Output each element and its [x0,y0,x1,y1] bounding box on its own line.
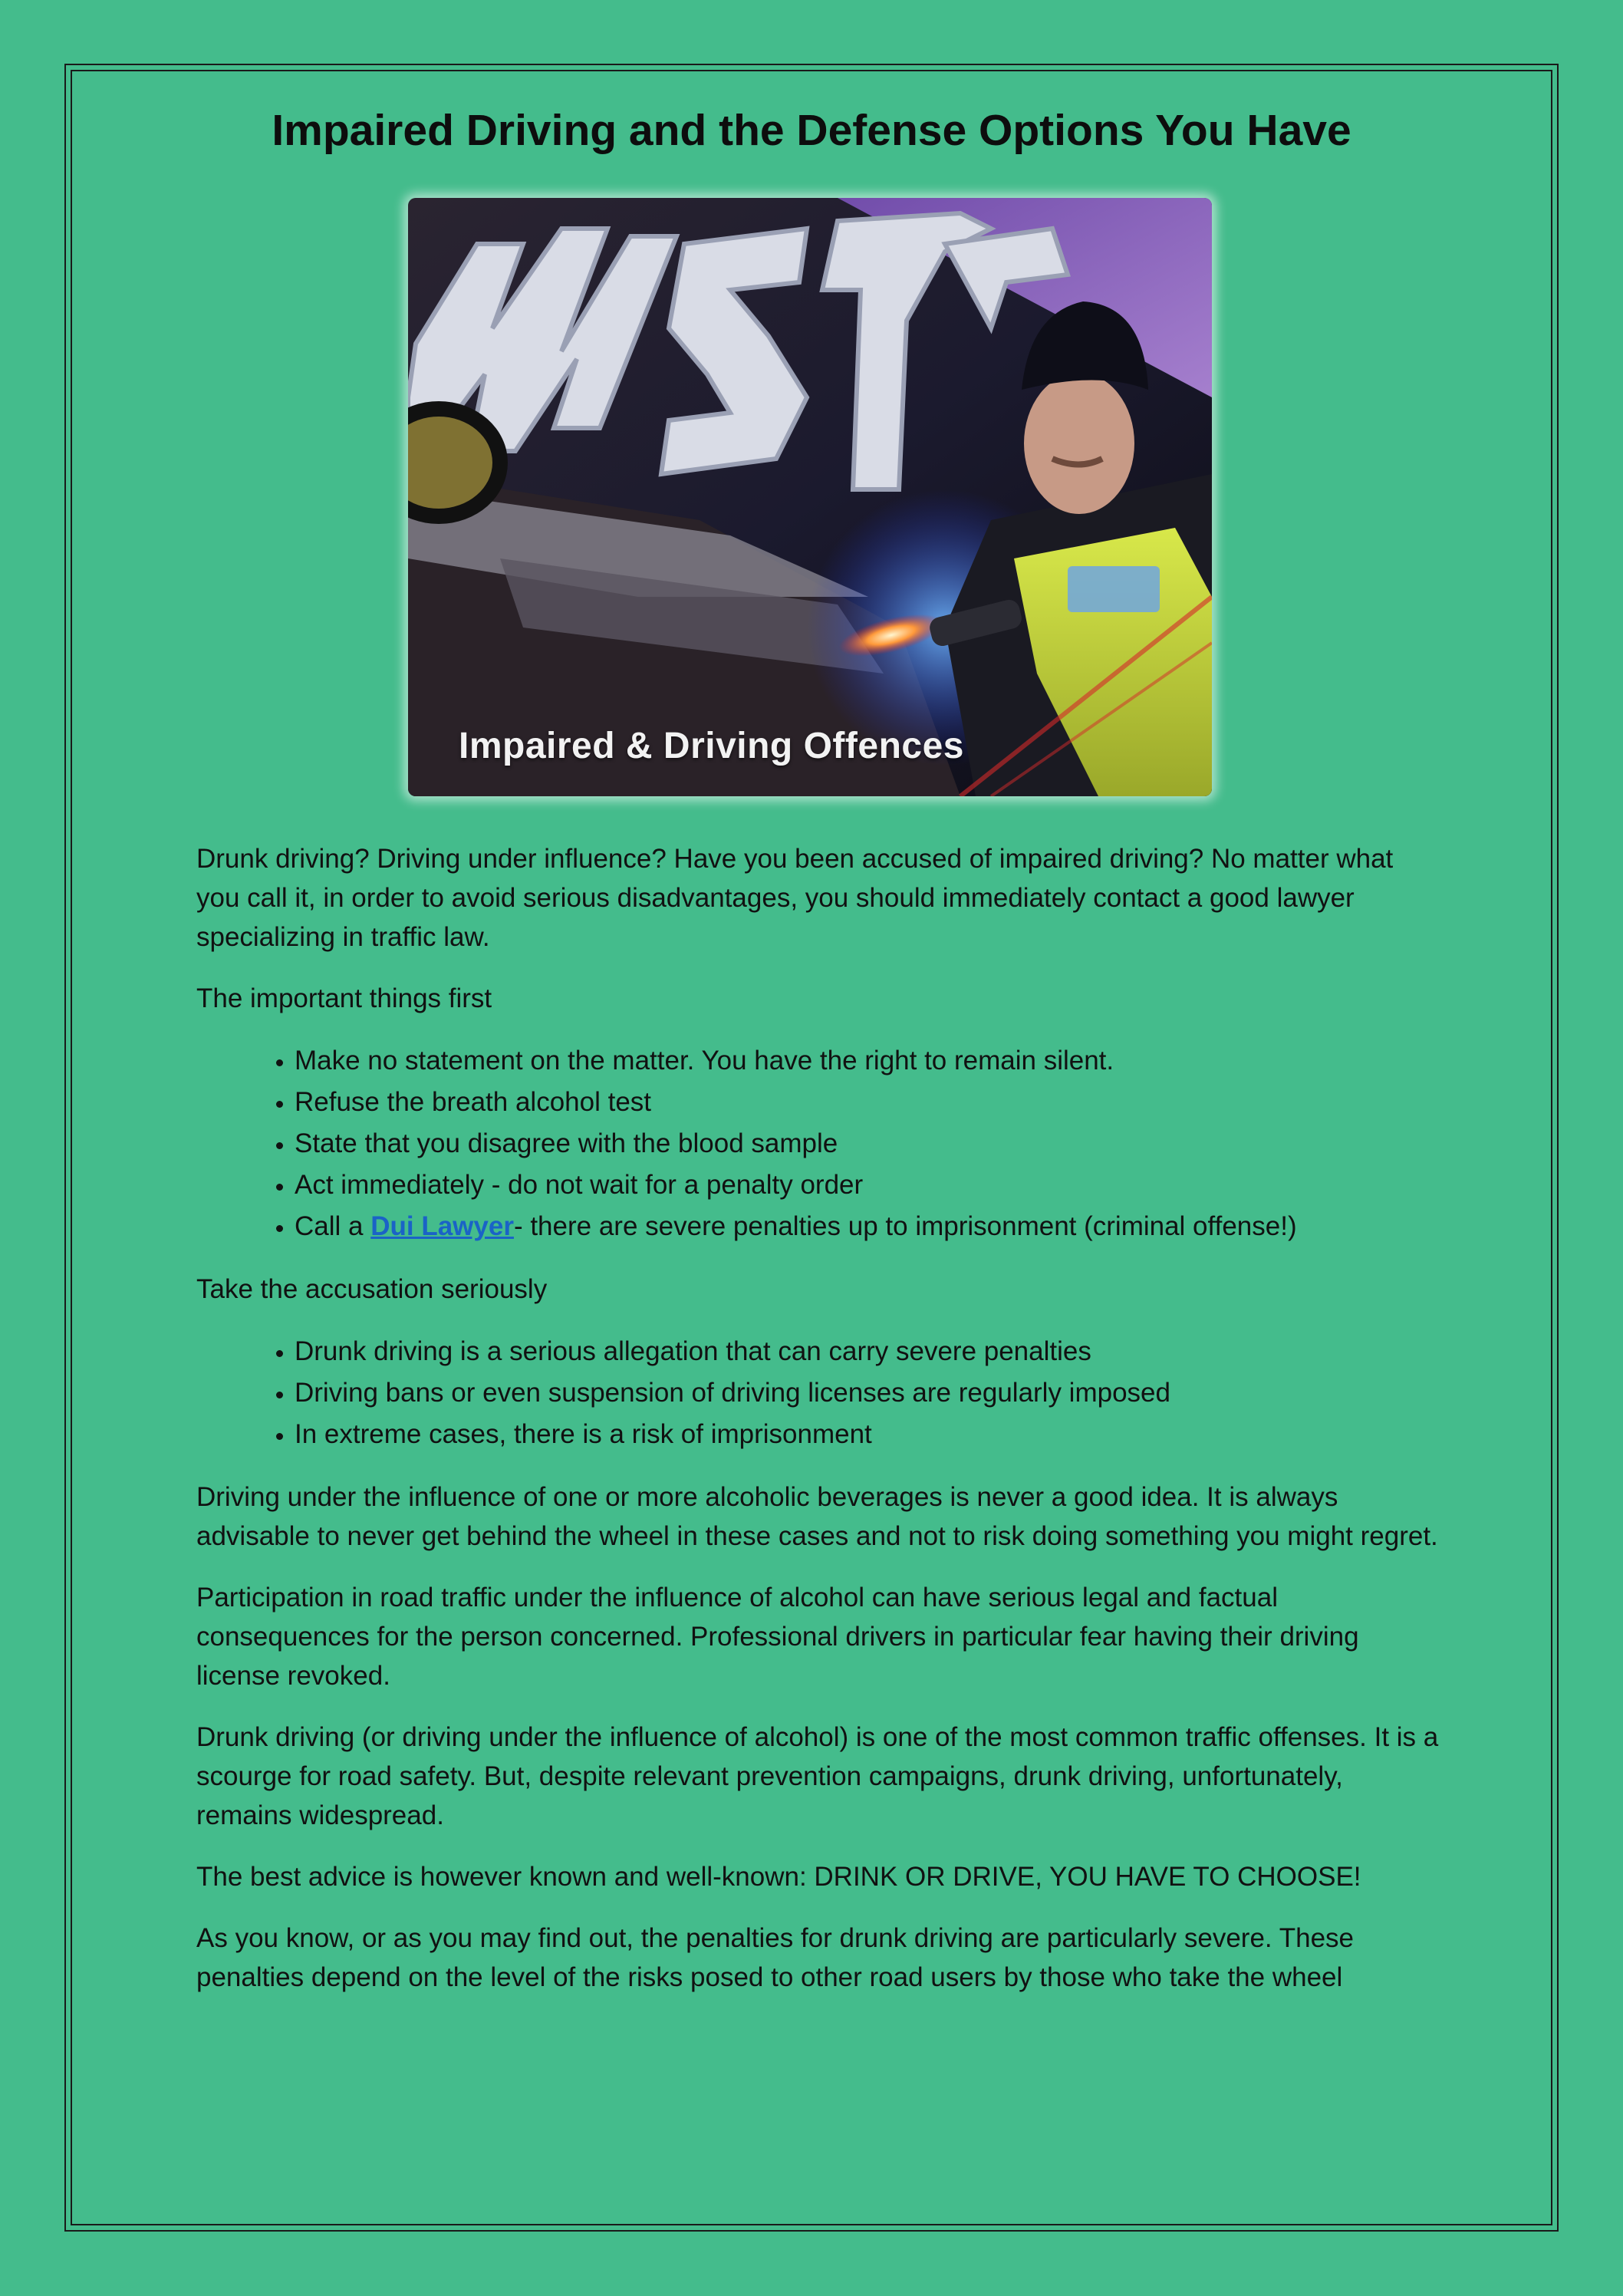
body-paragraph: Driving under the influence of one or more alcoholic beverages is never a good idea. It is always advisable to never get behind the wheel in these cases and not to risk doing something you might regret. [196,1482,1438,1551]
page-title: Impaired Driving and the Defense Options You Have [272,106,1351,155]
list-item-prefix: Call a [295,1211,371,1241]
body-paragraph: Participation in road traffic under the influence of alcohol can have serious legal and factual consequences for the person concerned. Professional drivers in particular fear having their driving license revoked. [196,1583,1359,1691]
hero-image-illustration [408,198,1212,796]
dui-lawyer-link[interactable]: Dui Lawyer [370,1211,514,1241]
section-heading-seriously: Take the accusation seriously [196,1274,548,1304]
list-item [295,1206,1439,1247]
intro-paragraph: Drunk driving? Driving under influence? Have you been accused of impaired driving? No matter what you call it, in order to avoid serious disadvantages, you should immediately contact a good lawyer specializing in traffic law. [196,844,1394,952]
accusation-list [196,1331,1439,1455]
body-paragraph: As you know, or as you may find out, the penalties for drunk driving are particularly severe. These penalties depend on the level of the risks posed to other road users by those who take the wheel [196,1923,1355,1992]
list-item: • State that you disagree with the blood sample [295,1123,1439,1164]
hero-image-caption: Impaired & Driving Offences [459,726,964,766]
section-heading-important: The important things first [196,983,492,1013]
list-item: • In extreme cases, there is a risk of imprisonment [295,1414,1439,1455]
list-item: • Drunk driving is a serious allegation that can carry severe penalties [295,1331,1439,1372]
body-paragraph: Drunk driving (or driving under the influence of alcohol) is one of the most common traffic offenses. It is a scourge for road safety. But, despite relevant prevention campaigns, drunk driving, unfortunately, remains widespread. [196,1722,1439,1830]
list-item: • Driving bans or even suspension of driving licenses are regularly imposed [295,1372,1439,1414]
hero-image [408,198,1212,796]
list-item: • Refuse the breath alcohol test [295,1082,1439,1123]
list-item-suffix: - there are severe penalties up to imprisonment (criminal offense!) [513,1211,1297,1241]
body-paragraph: The best advice is however known and well-known: DRINK OR DRIVE, YOU HAVE TO CHOOSE! [196,1862,1361,1892]
list-item: • Act immediately - do not wait for a penalty order [295,1164,1439,1206]
article-body [196,839,1439,2019]
list-item: • Make no statement on the matter. You have the right to remain silent. [295,1040,1439,1082]
important-list [196,1040,1439,1247]
